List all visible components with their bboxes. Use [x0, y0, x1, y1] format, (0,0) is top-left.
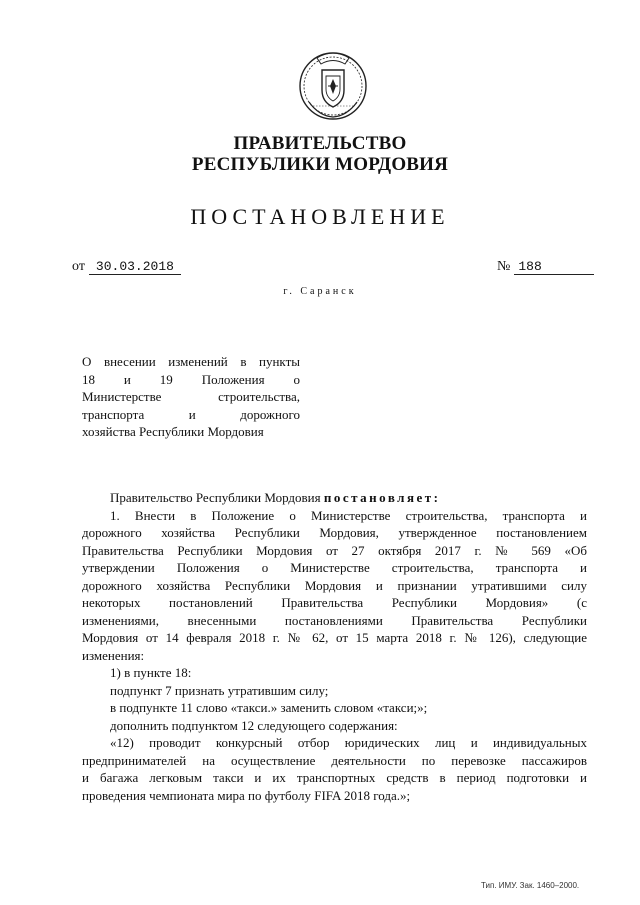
body-line: некоторых постановлений Правительства Республики Мордовия» (с	[82, 595, 587, 610]
number-line	[497, 259, 594, 275]
body-line: Мордовия от 14 февраля 2018 г. № 62, от 15 марта 2018 г. № 126), следующие	[82, 630, 587, 645]
subject-line: 18 и 19 Положения о	[82, 371, 300, 387]
body-line: дорожного хозяйства Республики Мордовия и признании утратившими силу	[82, 577, 587, 593]
subject-block	[82, 353, 300, 441]
number-prefix: №	[497, 259, 511, 274]
body-line: изменения:	[82, 647, 145, 663]
intro-text: Правительство Республики Мордовия	[110, 490, 324, 505]
body-line: 1. Внести в Положение о Министерстве строительства, транспорта и	[110, 507, 587, 523]
number-value: 188	[514, 259, 594, 275]
body-line: подпункт 7 признать утратившим силу;	[110, 682, 329, 698]
body-line: «12) проводит конкурсный отбор юридических лиц и индивидуальных	[110, 735, 587, 750]
subject-line: транспорта и дорожного	[82, 406, 300, 422]
body-line: в подпункте 11 слово «такси.» заменить словом «такси;»;	[110, 700, 428, 715]
date-line	[72, 259, 181, 275]
print-footer: Тип. ИМУ. Зак. 1460–2000.	[481, 881, 580, 890]
subject-line: Министерстве строительства,	[82, 389, 300, 404]
document-type-title: ПОСТАНОВЛЕНИЕ	[190, 204, 450, 229]
body-line: предпринимателей на осуществление деятельности по перевозке пассажиров	[82, 752, 587, 768]
body-line: 1) в пункте 18:	[110, 665, 192, 680]
resolution-body	[82, 489, 587, 804]
subject-line: хозяйства Республики Мордовия	[82, 424, 264, 439]
date-value: 30.03.2018	[89, 259, 181, 275]
subject-line: О внесении изменений в пункты	[82, 354, 300, 369]
body-line: утверждении Положения о Министерстве строительства, транспорта и	[82, 560, 587, 575]
coat-of-arms-emblem	[295, 46, 371, 124]
intro-line	[82, 489, 587, 507]
body-line: дополнить подпунктом 12 следующего содержания:	[110, 717, 398, 733]
intro-decree-word: постановляет:	[323, 490, 441, 505]
org-name-line2: РЕСПУБЛИКИ МОРДОВИЯ	[191, 154, 449, 175]
city-label: г. Саранск	[283, 286, 357, 297]
body-line: изменениями, внесенными постановлениями Правительства Республики	[82, 612, 587, 628]
date-prefix: от	[72, 259, 85, 274]
body-line: и багажа легковым такси и их транспортных средств в период подготовки и	[82, 770, 587, 785]
body-line: проведения чемпионата мира по футболу FIFA 2018 года.»;	[82, 787, 411, 803]
org-name-line1: ПРАВИТЕЛЬСТВО	[233, 133, 407, 154]
body-line: дорожного хозяйства Республики Мордовия, утвержденное постановлением	[82, 525, 587, 540]
body-line: Правительства Республики Мордовия от 27 октября 2017 г. № 569 «Об	[82, 542, 587, 558]
